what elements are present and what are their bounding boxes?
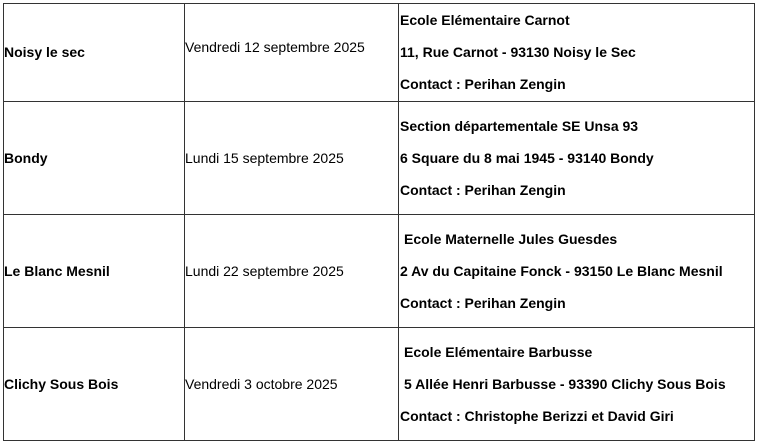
date-cell: Vendredi 3 octobre 2025: [185, 328, 399, 441]
venue-contact: Contact : Perihan Zengin: [400, 181, 566, 198]
city-cell: Bondy: [4, 102, 185, 215]
venue-name: Ecole Elémentaire Barbusse: [404, 343, 593, 360]
venue-name: Section départementale SE Unsa 93: [400, 117, 639, 134]
location-cell: [399, 102, 755, 215]
date-cell: Vendredi 12 septembre 2025: [185, 0, 399, 97]
date-cell: Lundi 15 septembre 2025: [185, 102, 399, 215]
venue-contact: Contact : Christophe Berizzi et David Giri: [400, 407, 674, 424]
city-cell: Le Blanc Mesnil: [4, 215, 185, 328]
venue-address: 11, Rue Carnot - 93130 Noisy le Sec: [400, 44, 636, 60]
venue-address: 2 Av du Capitaine Fonck - 93150 Le Blanc Mesnil: [400, 262, 723, 279]
table-row: [4, 215, 755, 328]
city-cell: Clichy Sous Bois: [4, 328, 185, 441]
table-row: [4, 4, 755, 102]
location-cell: [399, 4, 755, 102]
venue-name: Ecole Maternelle Jules Guesdes: [404, 230, 618, 247]
table-row: [4, 328, 755, 441]
venue-contact: Contact : Perihan Zengin: [400, 76, 566, 92]
date-cell: Lundi 22 septembre 2025: [185, 215, 399, 328]
sessions-table: [3, 3, 755, 441]
location-cell: [399, 215, 755, 328]
location-cell: [399, 328, 755, 441]
city-cell: Noisy le sec: [4, 4, 185, 102]
table-row: [4, 102, 755, 215]
venue-address: 5 Allée Henri Barbusse - 93390 Clichy Sous Bois: [404, 375, 726, 392]
venue-name: Ecole Elémentaire Carnot: [400, 12, 570, 28]
venue-address: 6 Square du 8 mai 1945 - 93140 Bondy: [400, 149, 654, 166]
venue-contact: Contact : Perihan Zengin: [400, 294, 566, 311]
